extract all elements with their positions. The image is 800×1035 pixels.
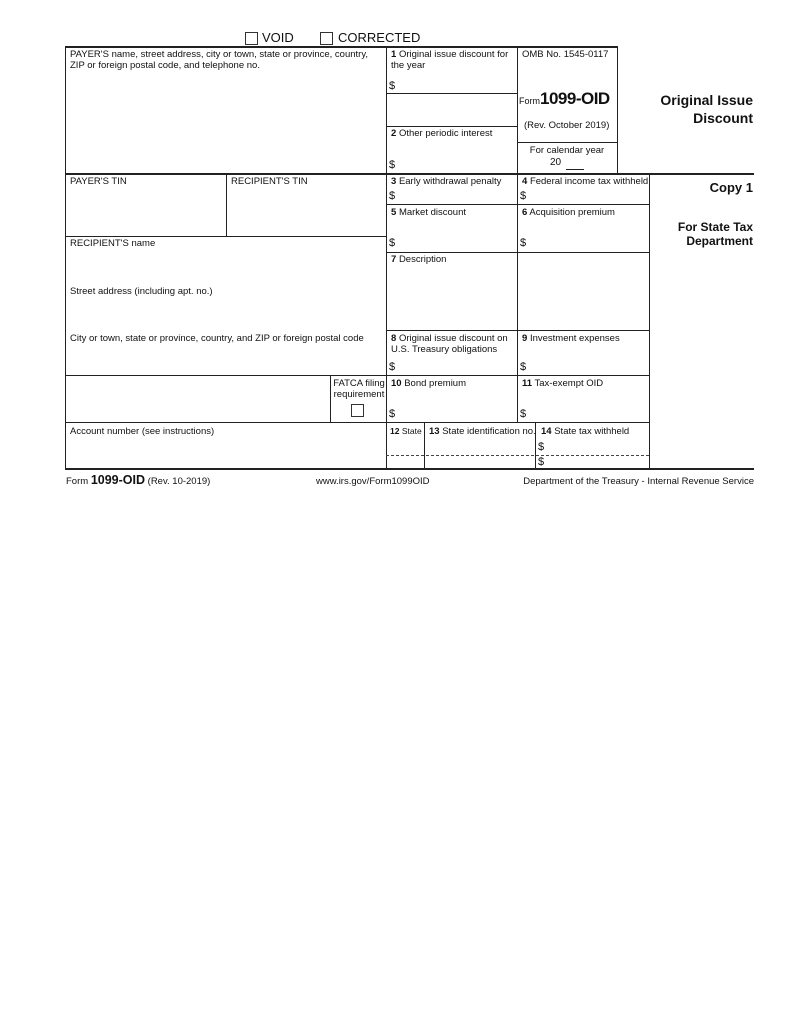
copy-for-line1: For State Tax <box>677 220 753 234</box>
footer-form-id: Form 1099-OID (Rev. 10-2019) <box>66 473 211 487</box>
box11-label: 11 Tax-exempt OID <box>522 378 604 389</box>
box9-label: 9 Investment expenses <box>522 333 620 344</box>
box11-dollar: $ <box>520 408 527 420</box>
omb-number: OMB No. 1545-0117 <box>522 49 609 60</box>
box14-dollar-2: $ <box>538 456 545 468</box>
year-prefix: 20 <box>550 157 562 168</box>
box2-dollar: $ <box>389 159 396 171</box>
box14-dollar-1: $ <box>538 441 545 453</box>
box3-label: 3 Early withdrawal penalty <box>391 176 502 187</box>
footer-url[interactable]: www.irs.gov/Form1099OID <box>316 476 430 487</box>
payer-name-field[interactable] <box>66 70 384 172</box>
box4-label: 4 Federal income tax withheld <box>522 176 649 187</box>
city-label: City or town, state or province, country, and ZIP or foreign postal code <box>70 333 364 344</box>
fatca-label: FATCA filing requirement <box>333 378 385 400</box>
form-id: Form1099-OID <box>519 89 610 108</box>
title-line1: Original Issue <box>660 92 753 108</box>
box1-dollar: $ <box>389 80 396 92</box>
box10-label: 10 Bond premium <box>391 378 466 389</box>
box1-label: 1 Original issue discount for the year <box>391 49 509 71</box>
box5-dollar: $ <box>389 237 396 249</box>
box9-dollar: $ <box>520 361 527 373</box>
box2-label: 2 Other periodic interest <box>391 128 493 139</box>
street-address-label: Street address (including apt. no.) <box>70 286 213 297</box>
box13-label: 13 State identification no. <box>429 426 536 437</box>
box4-dollar: $ <box>520 190 527 202</box>
payer-name-label: PAYER'S name, street address, city or town, state or province, country, ZIP or foreign postal code, and telephone no. <box>70 49 369 71</box>
title-line2: Discount <box>693 110 753 126</box>
box12-label: 12 State <box>390 426 422 436</box>
footer-department: Department of the Treasury - Internal Revenue Service <box>523 476 754 487</box>
recipient-name-label: RECIPIENT'S name <box>70 238 156 249</box>
box14-label: 14 State tax withheld <box>541 426 630 437</box>
box6-label: 6 Acquisition premium <box>522 207 615 218</box>
void-checkbox[interactable] <box>245 32 258 45</box>
revision: (Rev. October 2019) <box>524 120 610 131</box>
void-label: VOID <box>262 30 294 45</box>
copy-for-line2: Department <box>686 234 753 248</box>
recipient-tin-label: RECIPIENT'S TIN <box>231 176 308 187</box>
box8-dollar: $ <box>389 361 396 373</box>
box8-label: 8 Original issue discount on U.S. Treasury obligations <box>391 333 508 355</box>
fatca-checkbox[interactable] <box>351 404 364 417</box>
box5-label: 5 Market discount <box>391 207 466 218</box>
corrected-checkbox[interactable] <box>320 32 333 45</box>
account-number-label: Account number (see instructions) <box>70 426 215 437</box>
box3-dollar: $ <box>389 190 396 202</box>
payer-tin-label: PAYER'S TIN <box>70 176 127 187</box>
calendar-year-label: For calendar year <box>529 145 605 156</box>
box6-dollar: $ <box>520 237 527 249</box>
corrected-label: CORRECTED <box>338 30 421 45</box>
box7-label: 7 Description <box>391 254 447 265</box>
box10-dollar: $ <box>389 408 396 420</box>
copy-label: Copy 1 <box>709 180 753 195</box>
